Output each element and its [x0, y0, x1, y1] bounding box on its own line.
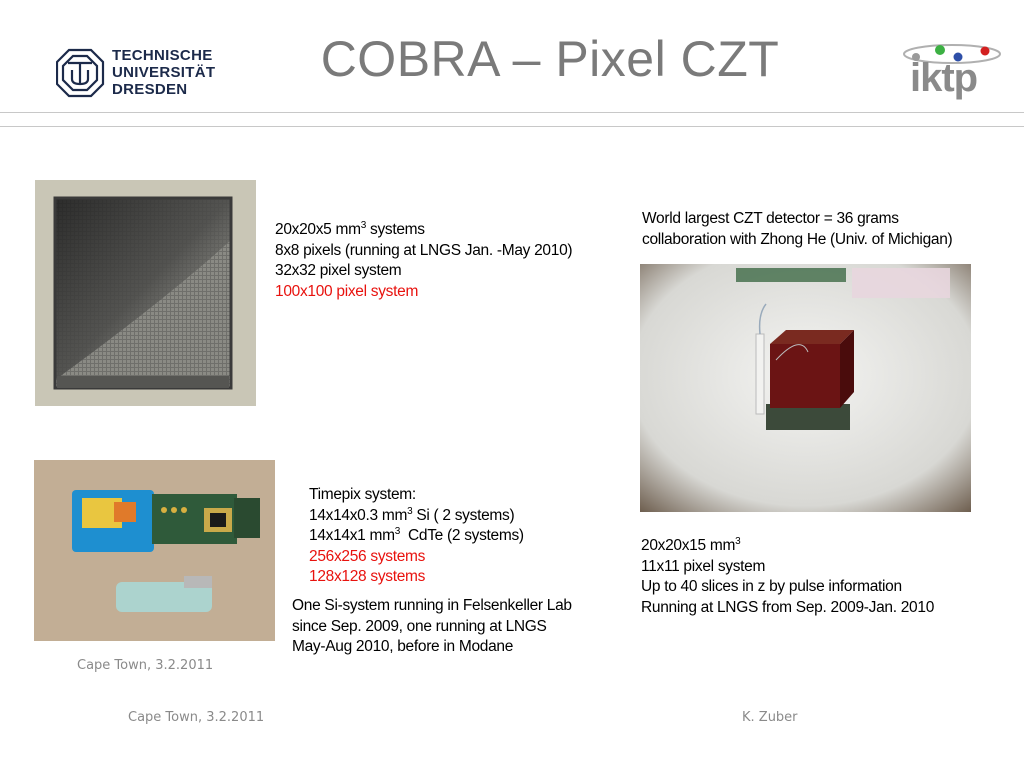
tud-line-2: UNIVERSITÄT — [112, 64, 216, 81]
header-rule-bottom — [0, 126, 1024, 127]
timepix-si-line — [309, 506, 524, 527]
slices-line: Up to 40 slices in z by pulse information — [641, 578, 902, 595]
timepix-cdte-value: 14x14x1 mm — [309, 527, 395, 544]
running-lngs-line: Running at LNGS from Sep. 2009-Jan. 2010 — [641, 598, 935, 616]
header-rule-top — [0, 112, 1024, 113]
superscript-3: 3 — [407, 505, 413, 517]
superscript-3: 3 — [394, 525, 400, 537]
tu-dresden-emblem — [57, 50, 103, 96]
inner-footer-date: Cape Town, 3.2.2011 — [77, 658, 214, 673]
timepix-cdte-suffix: CdTe (2 systems) — [400, 527, 524, 544]
czt-crystal-photo — [35, 180, 256, 406]
footer-author: K. Zuber — [742, 710, 798, 725]
felsenkeller-line: One Si-system running in Felsenkeller Lab — [292, 597, 572, 614]
largest-detector-text — [642, 209, 952, 250]
timepix-128-line: 128x128 systems — [309, 568, 426, 585]
timepix-si-value: 14x14x0.3 mm — [309, 506, 408, 524]
timepix-text — [309, 485, 524, 588]
large-detector-specs-text — [641, 536, 934, 618]
lngs-line: since Sep. 2009, one running at LNGS — [292, 617, 547, 635]
timepix-256-line: 256x256 systems — [309, 547, 426, 565]
slide-title: COBRA – Pixel CZT — [320, 31, 780, 87]
collaboration-line: collaboration with Zhong He (Univ. of Michigan) — [642, 230, 953, 248]
timepix-heading: Timepix system: — [309, 486, 416, 503]
large-czt-detector-photo — [640, 264, 971, 512]
timepix-cdte-line — [309, 526, 524, 547]
tu-dresden-wordmark — [112, 47, 215, 98]
largest-detector-line: World largest CZT detector = 36 grams — [642, 210, 899, 227]
pixels-100x100-line: 100x100 pixel system — [275, 282, 419, 300]
tud-line-1: TECHNISCHE — [112, 47, 213, 64]
si-system-location-text — [292, 596, 572, 658]
systems-size-line — [275, 220, 572, 241]
timepix-board-photo — [34, 460, 275, 641]
detector-systems-text — [275, 220, 572, 302]
modane-line: May-Aug 2010, before in Modane — [292, 638, 514, 655]
pixels-8x8-line: 8x8 pixels (running at LNGS Jan. -May 2010) — [275, 241, 573, 259]
tud-line-3: DRESDEN — [112, 81, 188, 98]
iktp-dot-green — [935, 45, 945, 55]
superscript-3: 3 — [735, 535, 741, 547]
timepix-si-suffix: Si ( 2 systems) — [412, 506, 515, 524]
large-size-value: 20x20x15 mm — [641, 537, 736, 554]
pixels-32x32-line: 32x32 pixel system — [275, 262, 402, 279]
iktp-wordmark: iktp — [910, 56, 978, 100]
footer-date: Cape Town, 3.2.2011 — [128, 710, 265, 725]
systems-size-value: 20x20x5 mm — [275, 221, 361, 238]
systems-size-suffix: systems — [366, 221, 425, 238]
iktp-dot-red — [981, 47, 990, 56]
superscript-3: 3 — [360, 219, 366, 231]
pixels-11x11-line: 11x11 pixel system — [641, 557, 766, 575]
large-size-line — [641, 536, 934, 557]
